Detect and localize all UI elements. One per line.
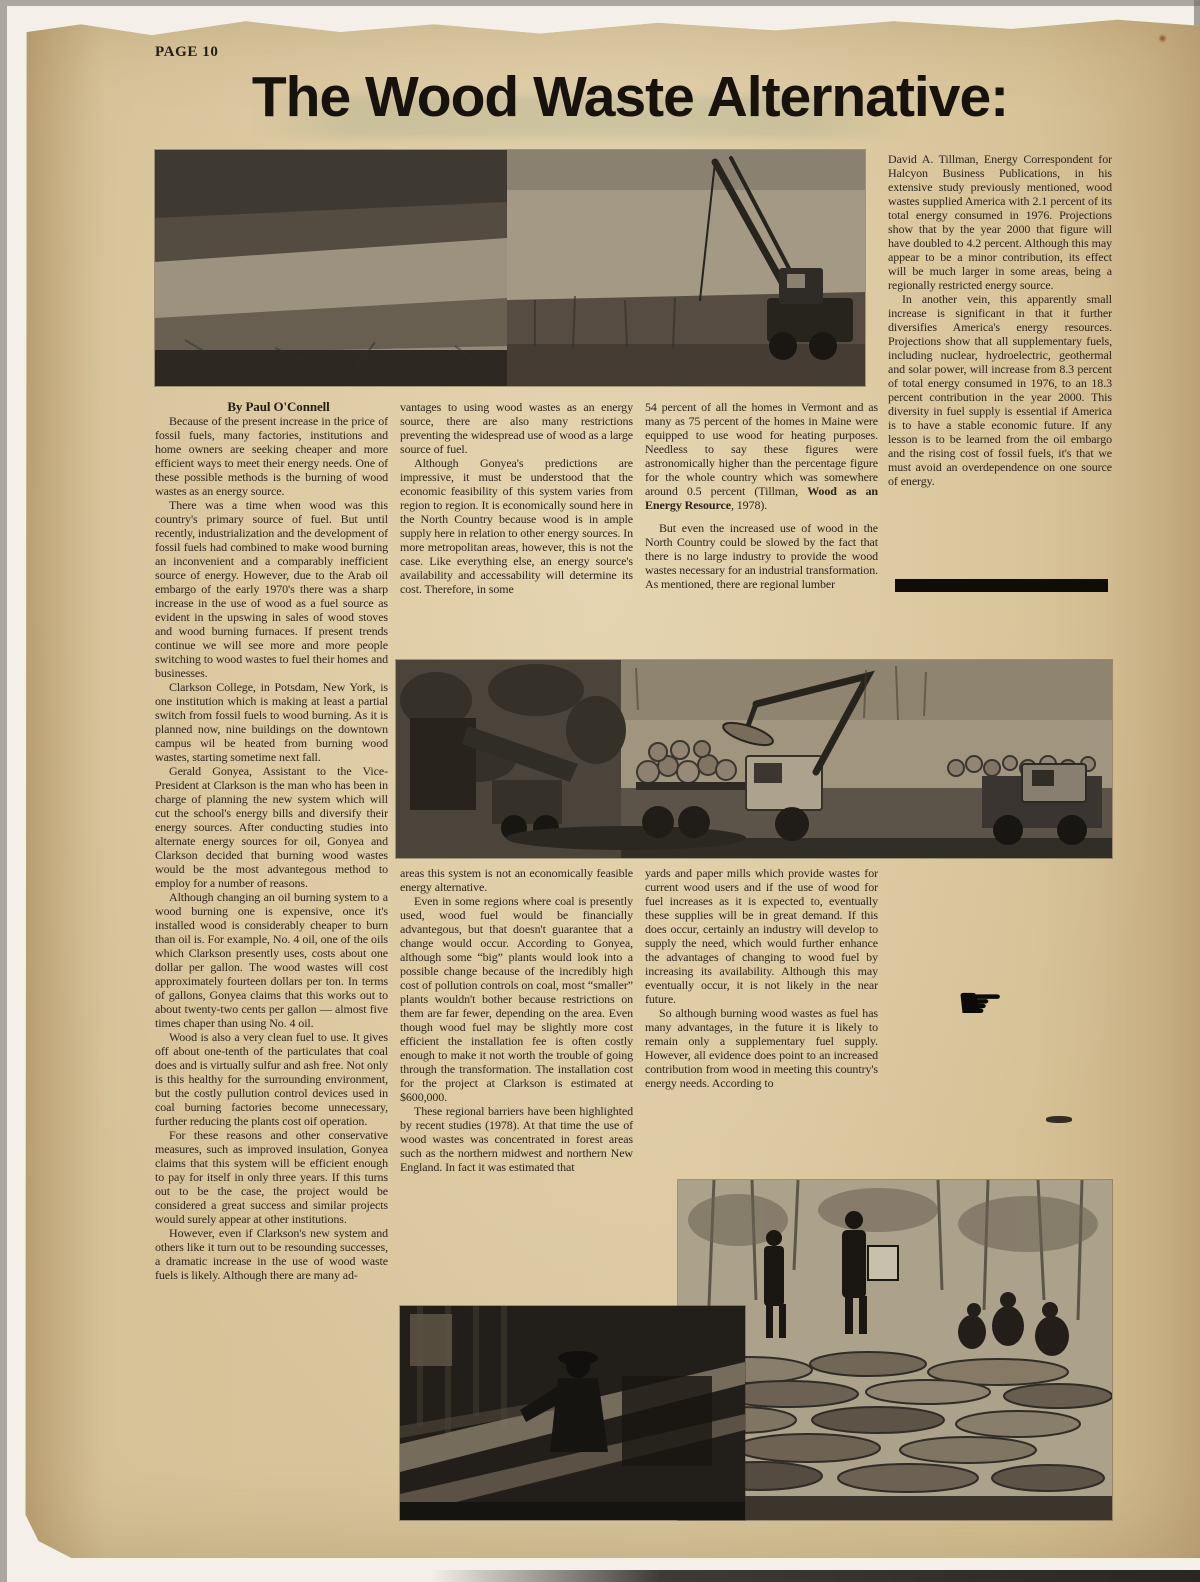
paragraph: Gerald Gonyea, Assistant to the Vice-President at Clarkson is the man who has been in charge of planning the new system which will cut the school's energy bills and diversify their energy sources. After conducting studies into alternate energy sources for oil, Gonyea and Clarkson decided that burning wood wastes would be the most advantegous method to employ for a number of reasons.	[155, 764, 388, 890]
column-1	[155, 400, 388, 1282]
paragraph: Because of the present increase in the price of fossil fuels, many factories, institutions and home owners are seeking cheaper and more efficient ways to meet their energy needs. One of these possible methods is the burning of wood wastes as an energy source.	[155, 414, 388, 498]
column-4	[888, 152, 1112, 488]
paragraph: yards and paper mills which provide wastes for current wood users and if the use of wood for fuel increases as it is expected to, eventually these supplies will be in great demand. If this does occur, certainly an industry will develop to supply the need, which would further enhance the advantages of changing to wood fuel by increasing its availability. Although this may eventually occur, it is not likely in the near future.	[645, 866, 878, 1006]
column-2-top	[400, 400, 633, 596]
photo-clearcut-hillside-and-log-loader	[155, 150, 865, 386]
paragraph: So although burning wood wastes as fuel has many advantages, in the future it is likely to remain only a supplementary fuel supply. However, all evidence does point to an increased contribution from wood in meeting this country's energy needs. According to	[645, 1006, 878, 1090]
scan-edge-shadow-bottom	[430, 1570, 1200, 1582]
paragraph: However, even if Clarkson's new system and others like it turn out to be resounding successes, a dramatic increase in the use of wood waste fuels is likely. Although there are many ad-	[155, 1226, 388, 1282]
paragraph: Even in some regions where coal is presently used, wood fuel would be financially advantegous, but that doesn't guarantee that a change would occur. According to Gonyea, although some “big” plants would look into a possible change because of the incredibly high cost of pollution controls on coal, most “smaller” plants wouldn't bother because restrictions on them are far fewer, depending on the area. Even though wood fuel may be slightly more cost efficient the installation fee is often costly enough to make it not worth the trouble of going through the transformation. The installation cost for the project at Clarkson is estimated at $600,000.	[400, 894, 633, 1104]
paragraph: But even the increased use of wood in the North Country could be slowed by the fact that there is no large industry to provide the wood wastes necessary for an industrial transformation. As mentioned, there are regional lumber	[645, 521, 878, 591]
paragraph: In another vein, this apparently small increase is significant in that it further diversifies America's energy resources. Projections show that all supplementary fuels, including nuclear, hydroelectric, geothermal and solar power, will increase from 8.3 percent of total energy consumed in 1976, to an 18.3 percent contribution in the year 2000. This diversity in fuel supply is essential if America is to have a stable economic future. If any lesson is to be learned from the oil embargo and the rising cost of fossil fuels, it's that we must avoid an overdependence on one source of energy.	[888, 292, 1112, 488]
page-number: PAGE 10	[155, 44, 219, 60]
photo-sawmill-interior	[400, 1306, 745, 1520]
rust-stain	[1158, 34, 1167, 43]
paragraph: Clarkson College, in Potsdam, New York, is one institution which is making at least a partial switch from fossil fuels to wood burning. As it is planned now, nine buildings on the downtown campus wil be heated from burning wood wastes, starting sometime next fall.	[155, 680, 388, 764]
paragraph: Although changing an oil burning system to a wood burning one is expensive, once it's installed wood is considerably cheaper to burn than oil is. For example, No. 4 oil, one of the oils which Clarkson presently uses, costs about one dollar per gallon. The wood wastes will cost approximately fourteen dollars per ton. In terms of gallons, Gonyea claims that this works out to about twenty-two cents per gallon — almost five times chaper than using No. 4 oil.	[155, 890, 388, 1030]
column-3-top	[645, 400, 878, 591]
paragraph: David A. Tillman, Energy Correspondent for Halcyon Business Publications, in his extensive study previously mentioned, wood wastes supplied America with 2.1 percent of its total energy consumed in 1976. Projections show that by the year 2000 that figure will have doubled to 4.2 percent. Although this may appear to be a minor contribution, its effect will be much larger in some areas, being a regionally restricted energy source.	[888, 152, 1112, 292]
paragraph: areas this system is not an economically feasible energy alternative.	[400, 866, 633, 894]
paragraph: vantages to using wood wastes as an energy source, there are also many restrictions preventing the widespread use of wood as a large source of fuel.	[400, 400, 633, 456]
photo-wood-chipper-and-log-trucks	[396, 660, 1112, 858]
book-title: Wood as an Energy Resource	[645, 484, 878, 512]
paragraph: 54 percent of all the homes in Vermont and as many as 75 percent of the homes in Maine were equipped to use wood for heating purposes. Needless to say these figures were astronomically higher than the percentage figure for the whole country which was somewhere around 0.5 percent (Tillman, Wood as an Energy Resource, 1978).	[645, 400, 878, 512]
paragraph: There was a time when wood was this country's primary source of fuel. But until recently, industrialization and the development of fossil fuels had combined to make wood burning an inconvenient and a comparably inefficient source of energy. However, due to the Arab oil embargo of the early 1970's there was a sharp increase in the use of wood as a fuel source as evident in the upswing in sales of wood stoves and wood burning furnaces. If present trends continue we will see more and more people switching to wood wastes to fuel their homes and businesses.	[155, 498, 388, 680]
column-2-bottom	[400, 866, 633, 1174]
column-3-bottom	[645, 866, 878, 1090]
paragraph: Although Gonyea's predictions are impressive, it must be understood that the economic feasibility of this system varies from region to region. It is economically sound here in the North Country because wood is in ample supply here in relation to other energy sources. In more metropolitan areas, however, this is not the case. Like everything else, an energy source's availability and accessability will determine its cost. Therefore, in some	[400, 456, 633, 596]
ink-smudge	[1046, 1116, 1072, 1123]
paragraph: These regional barriers have been highlighted by recent studies (1978). At that time the use of wood wastes was concentrated in forest areas such as the northern midwest and northern New England. In fact it was estimated that	[400, 1104, 633, 1174]
pointing-hand-icon: ☛	[956, 976, 1005, 1029]
paragraph: Wood is also a very clean fuel to use. It gives off about one-tenth of the particulates that coal does and is virtually sulfur and ash free. Not only is this healthy for the surrounding environment, but the costly pullution control devices used in coal burning factories become unnecessary, further reducing the plants cost oif operation.	[155, 1030, 388, 1128]
paragraph: For these reasons and other conservative measures, such as improved insulation, Gonyea claims that this system will be efficient enough to pay for itself in only three years. If this turns out to be the case, the project would be considered a great success and similar projects would surely appear at other institutions.	[155, 1128, 388, 1226]
byline: By Paul O'Connell	[227, 399, 330, 414]
article-headline: The Wood Waste Alternative:	[251, 65, 1009, 129]
divider-bar	[895, 579, 1108, 592]
